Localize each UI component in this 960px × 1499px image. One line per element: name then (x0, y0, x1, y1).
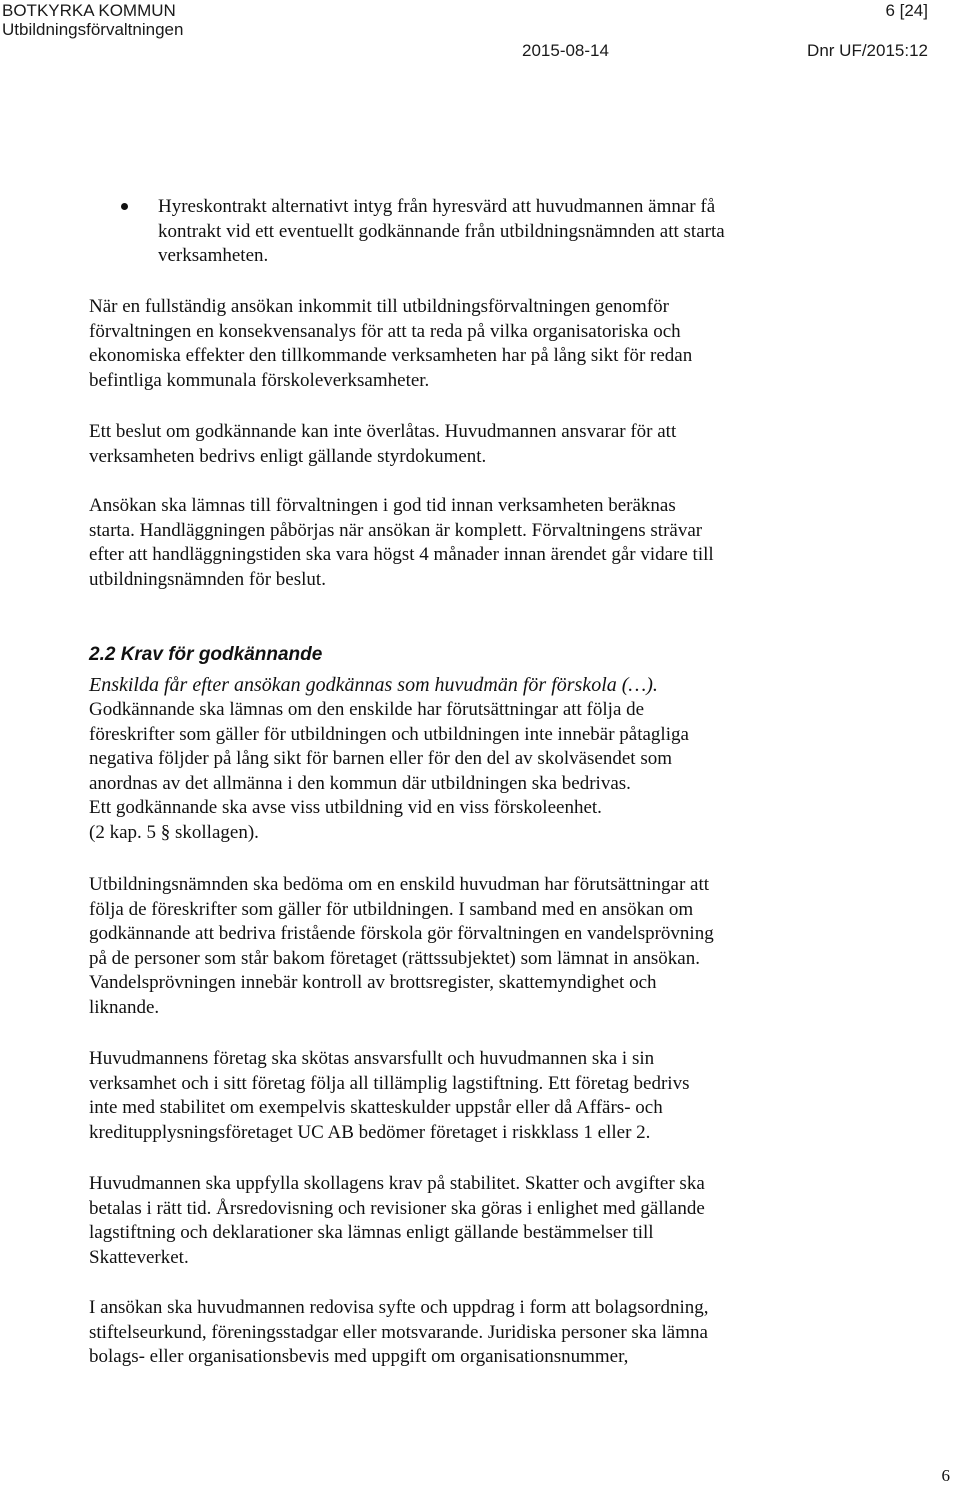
paragraph-stability (89, 1172, 849, 1270)
document-date: 2015-08-14 (522, 41, 609, 60)
text-line: utbildningsnämnden för beslut. (89, 568, 326, 590)
text-line: Skatteverket. (89, 1246, 189, 1268)
text-line: I ansökan ska huvudmannen redovisa syfte och uppdrag i form att bolagsordning, (89, 1297, 709, 1318)
text-line: anordnas av det allmänna i den kommun där utbildningen ska bedrivas. (89, 772, 631, 794)
text-line: godkännande att bedriva fristående förskola gör förvaltningen en vandelsprövning (89, 923, 714, 944)
paragraph-responsible-management (89, 1047, 849, 1145)
footer-page-number: 6 (941, 1466, 950, 1485)
text-line: negativa följder på lång sikt för barnen eller för den del av skolväsendet som (89, 748, 672, 769)
organization-name: BOTKYRKA KOMMUN (2, 1, 176, 20)
text-line: befintliga kommunala förskoleverksamheter. (89, 369, 430, 391)
text-line: inte med stabilitet om exempelvis skatteskulder uppstår eller då Affärs- och (89, 1097, 663, 1118)
text-line: (2 kap. 5 § skollagen). (89, 821, 259, 843)
paragraph-decision (89, 420, 849, 469)
text-line: verksamhet och i sitt företag följa all tillämplig lagstiftning. Ett företag bedrivs (89, 1072, 690, 1094)
paragraph-impact-analysis (89, 295, 849, 393)
text-line: följa de föreskrifter som gäller för utbildningen. I samband med en ansökan om (89, 898, 694, 920)
text-line: Ansökan ska lämnas till förvaltningen i god tid innan verksamheten beräknas (89, 495, 676, 516)
text-line: verksamheten. (158, 245, 269, 266)
paragraph-purpose (89, 1296, 849, 1370)
text-line: liknande. (89, 996, 160, 1018)
text-line: kontrakt vid ett eventuellt godkännande från utbildningsnämnden att starta (158, 220, 725, 242)
text-line: När en fullständig ansökan inkommit till utbildningsförvaltningen genomför (89, 296, 669, 317)
text-line: starta. Handläggningen påbörjas när ansökan är komplett. Förvaltningens strävar (89, 519, 703, 541)
paragraph-application-timing (89, 494, 849, 592)
text-line: ekonomiska effekter den tillkommande verksamheten har på lång sikt för redan (89, 345, 693, 366)
text-line: Ett godkännande ska avse viss utbildning vid en viss förskoleenhet. (89, 797, 602, 818)
text-line: Ett beslut om godkännande kan inte överlåtas. Huvudmannen ansvarar för att (89, 421, 677, 442)
text-line: betalas i rätt tid. Årsredovisning och revisioner ska göras i enlighet med gällande (89, 1197, 705, 1219)
text-line: bolags- eller organisationsbevis med uppgift om organisationsnummer, (89, 1346, 629, 1367)
department-name: Utbildningsförvaltningen (2, 20, 184, 39)
section-heading: 2.2 Krav för godkännande (89, 644, 323, 665)
text-line: lagstiftning och deklarationer ska lämnas enligt gällande bestämmelser till (89, 1222, 654, 1243)
document-reference: Dnr UF/2015:12 (807, 41, 928, 60)
paragraph-vetting (89, 873, 849, 1020)
text-line: Godkännande ska lämnas om den enskilde har förutsättningar att följa de (89, 699, 645, 720)
text-line: Hyreskontrakt alternativt intyg från hyresvärd att huvudmannen ämnar få (158, 196, 716, 217)
text-line: förvaltningen en konsekvensanalys för att ta reda på vilka organisatoriska och (89, 320, 681, 342)
text-line: Huvudmannen ska uppfylla skollagens krav på stabilitet. Skatter och avgifter ska (89, 1173, 705, 1194)
text-line: på de personer som står bakom företaget (rättssubjektet) som lämnat in ansökan. (89, 947, 700, 969)
text-line: verksamheten bedrivs enligt gällande styrdokument. (89, 445, 487, 467)
text-line: Utbildningsnämnden ska bedöma om en enskild huvudman har förutsättningar att (89, 874, 710, 895)
text-line: föreskrifter som gäller för utbildningen och utbildningen inte innebär påtagliga (89, 723, 689, 745)
paragraph-law-quote (89, 698, 849, 845)
bullet-list-item (158, 195, 858, 269)
section-subheading: Enskilda får efter ansökan godkännas som huvudmän för förskola (…). (89, 674, 658, 696)
text-line: Vandelsprövningen innebär kontroll av brottsregister, skattemyndighet och (89, 972, 657, 993)
text-line: kreditupplysningsföretaget UC AB bedömer företaget i riskklass 1 eller 2. (89, 1121, 651, 1143)
text-line: Huvudmannens företag ska skötas ansvarsfullt och huvudmannen ska i sin (89, 1048, 655, 1069)
bullet-icon (121, 203, 128, 210)
text-line: stiftelseurkund, föreningsstadgar eller motsvarande. Juridiska personer ska lämna (89, 1321, 708, 1343)
text-line: efter att handläggningstiden ska vara högst 4 månader innan ärendet går vidare till (89, 544, 714, 565)
page-indicator: 6 [24] (885, 1, 928, 20)
